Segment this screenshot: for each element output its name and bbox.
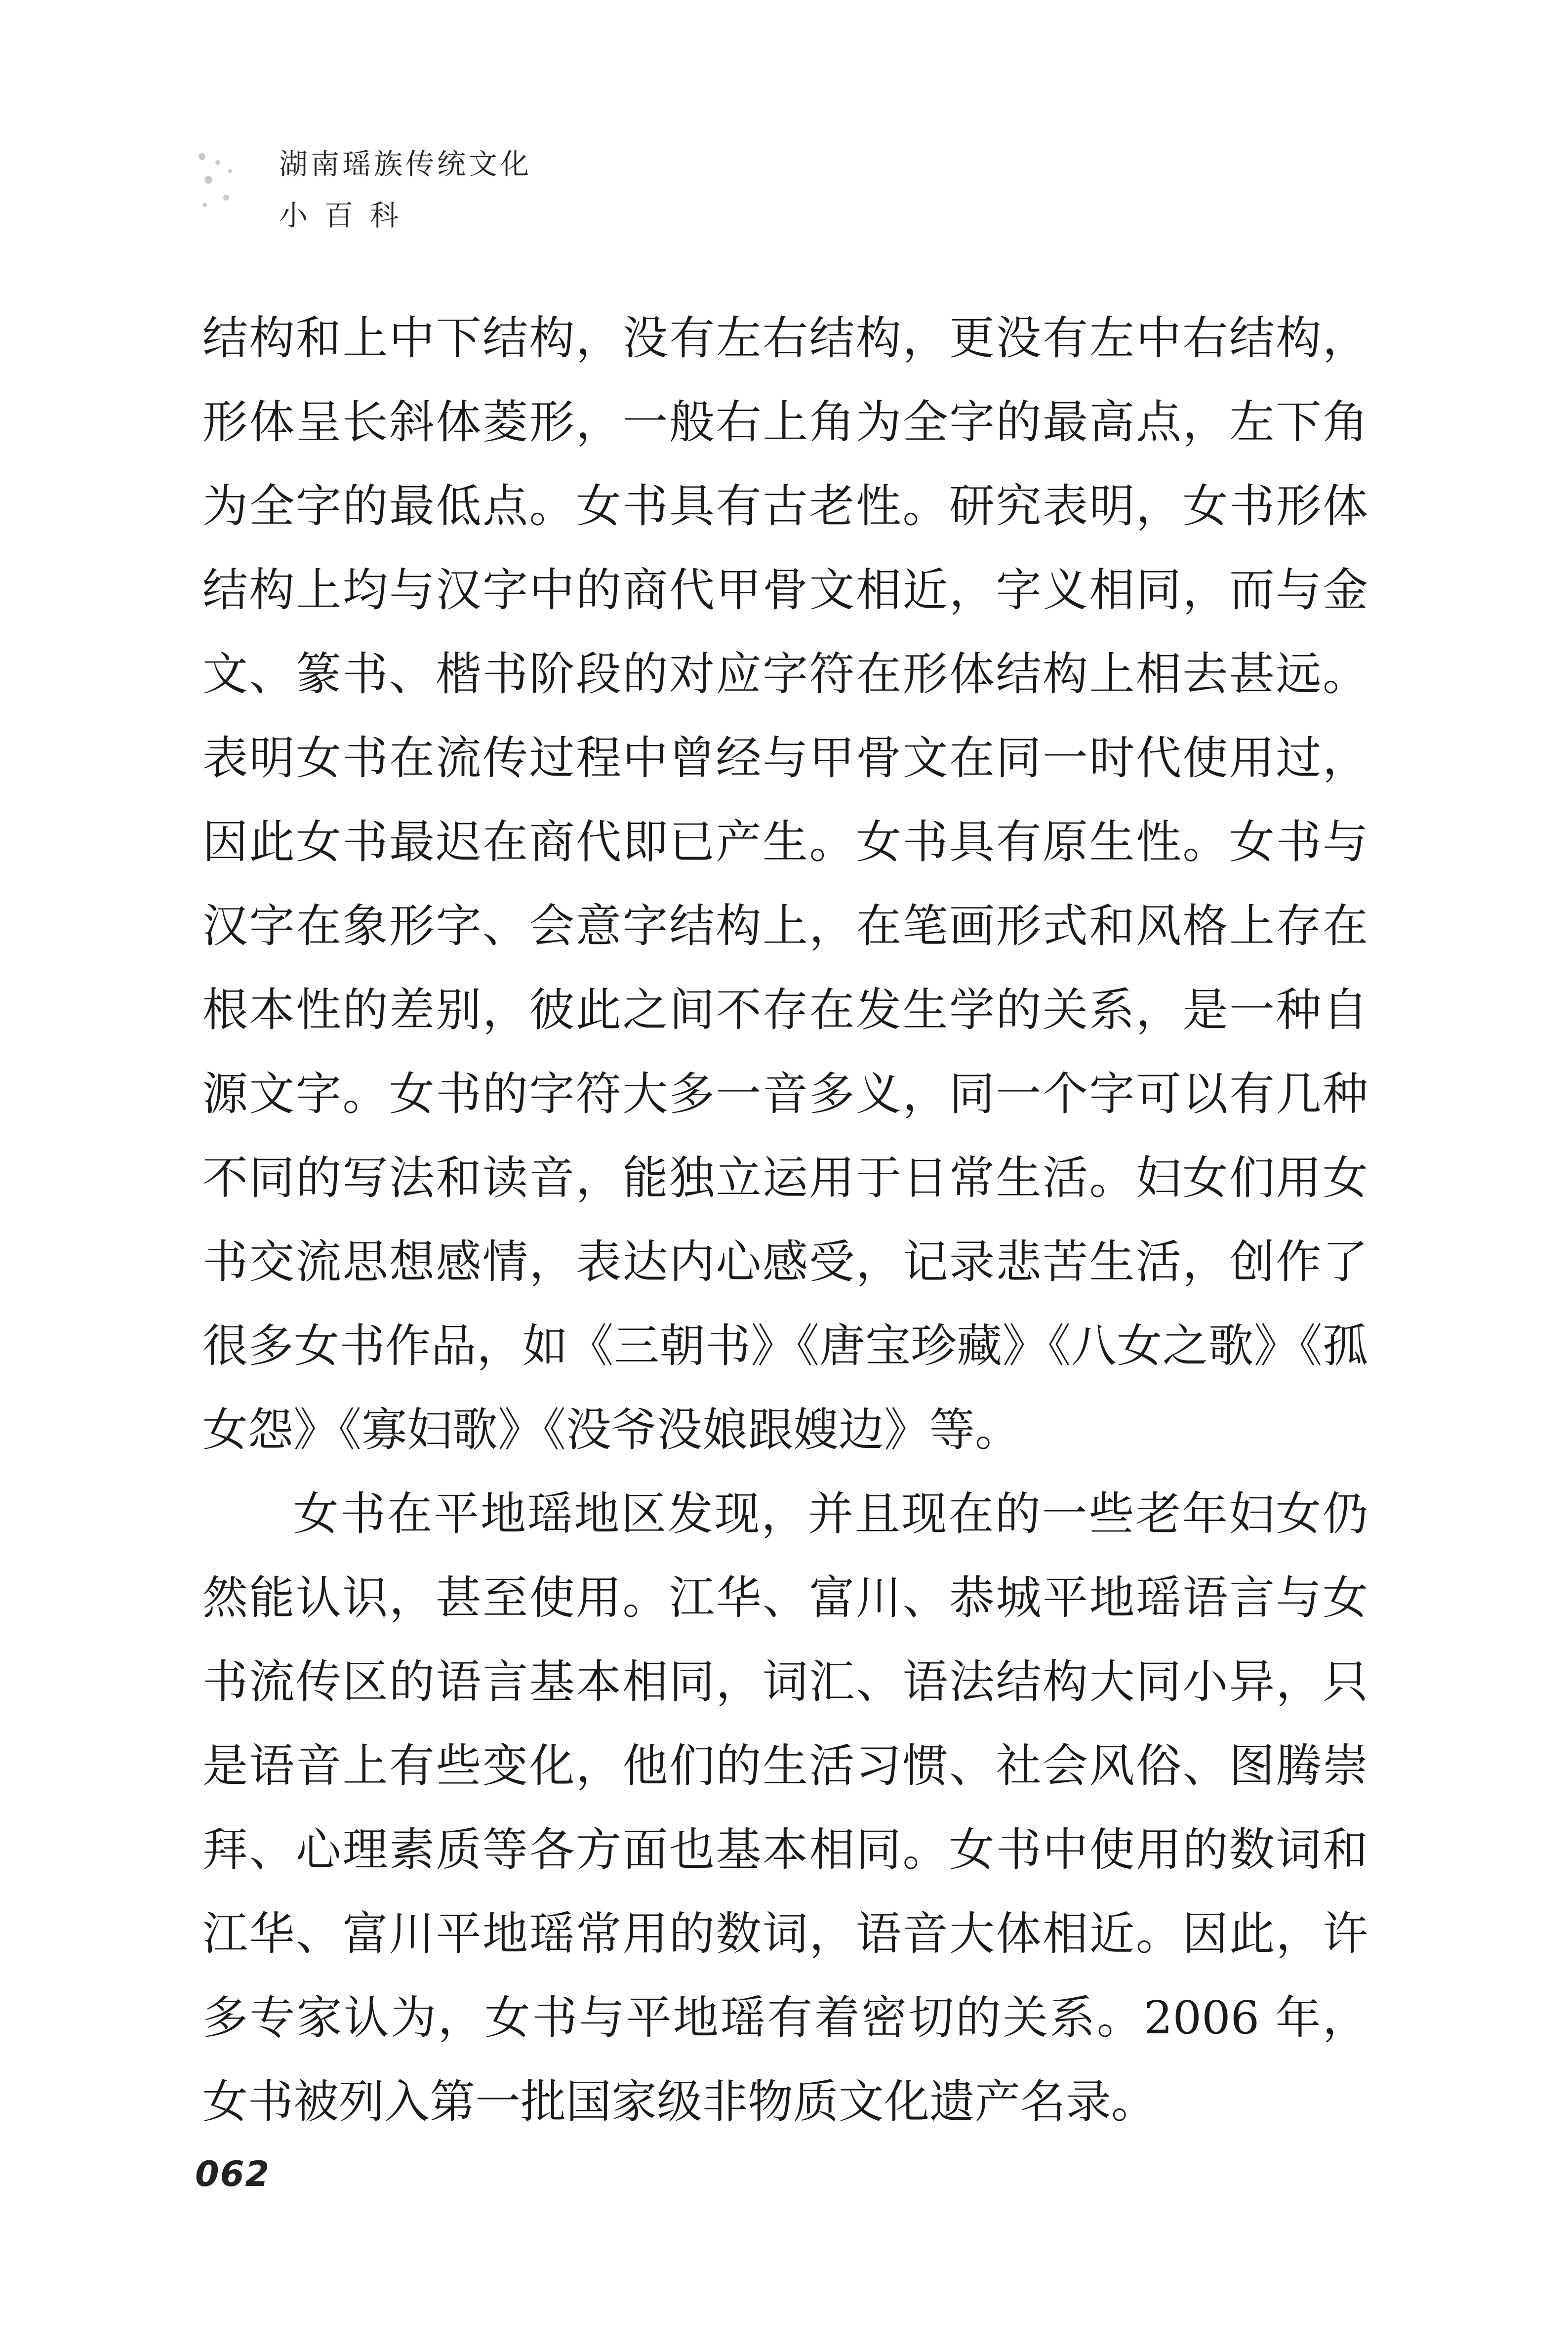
book-title: 湖南瑶族传统文化 bbox=[279, 147, 532, 181]
page-number: 062 bbox=[195, 2154, 271, 2194]
body-text bbox=[202, 296, 1368, 2144]
paragraph-continued: 结构和上中下结构，没有左右结构，更没有左中右结构，形体呈长斜体菱形，一般右上角为全字的最高点，左下角为全字的最低点。女书具有古老性。研究表明，女书形体结构上均与汉字中的商代甲骨文相近，字义相同，而与金文、篆书、楷书阶段的对应字符在形体结构上相去甚远。表明女书在流传过程中曾经与甲骨文在同一时代使用过，因此女书最迟在商代即已产生。女书具有原生性。女书与汉字在象形字、会意字结构上，在笔画形式和风格上存在根本性的差别，彼此之间不存在发生学的关系，是一种自源文字。女书的字符大多一音多义，同一个字可以有几种不同的写法和读音，能独立运用于日常生活。妇女们用女书交流思想感情，表达内心感受，记录悲苦生活，创作了很多女书作品，如《三朝书》《唐宝珍藏》《八女之歌》《孤女怨》《寡妇歌》《没爷没娘跟嫂边》等。 bbox=[202, 312, 1368, 1456]
series-label: 小百科 bbox=[279, 199, 416, 232]
running-header bbox=[279, 138, 970, 241]
paragraph: 女书在平地瑶地区发现，并且现在的一些老年妇女仍然能认识，甚至使用。江华、富川、恭城平地瑶语言与女书流传区的语言基本相同，词汇、语法结构大同小异，只是语音上有些变化，他们的生活习惯、社会风俗、图腾崇拜、心理素质等各方面也基本相同。女书中使用的数词和江华、富川平地瑶常用的数词，语音大体相近。因此，许多专家认为，女书与平地瑶有着密切的关系。2006 年，女书被列入第一批国家级非物质文化遗产名录。 bbox=[202, 1487, 1368, 2128]
header-decoration bbox=[194, 147, 253, 221]
